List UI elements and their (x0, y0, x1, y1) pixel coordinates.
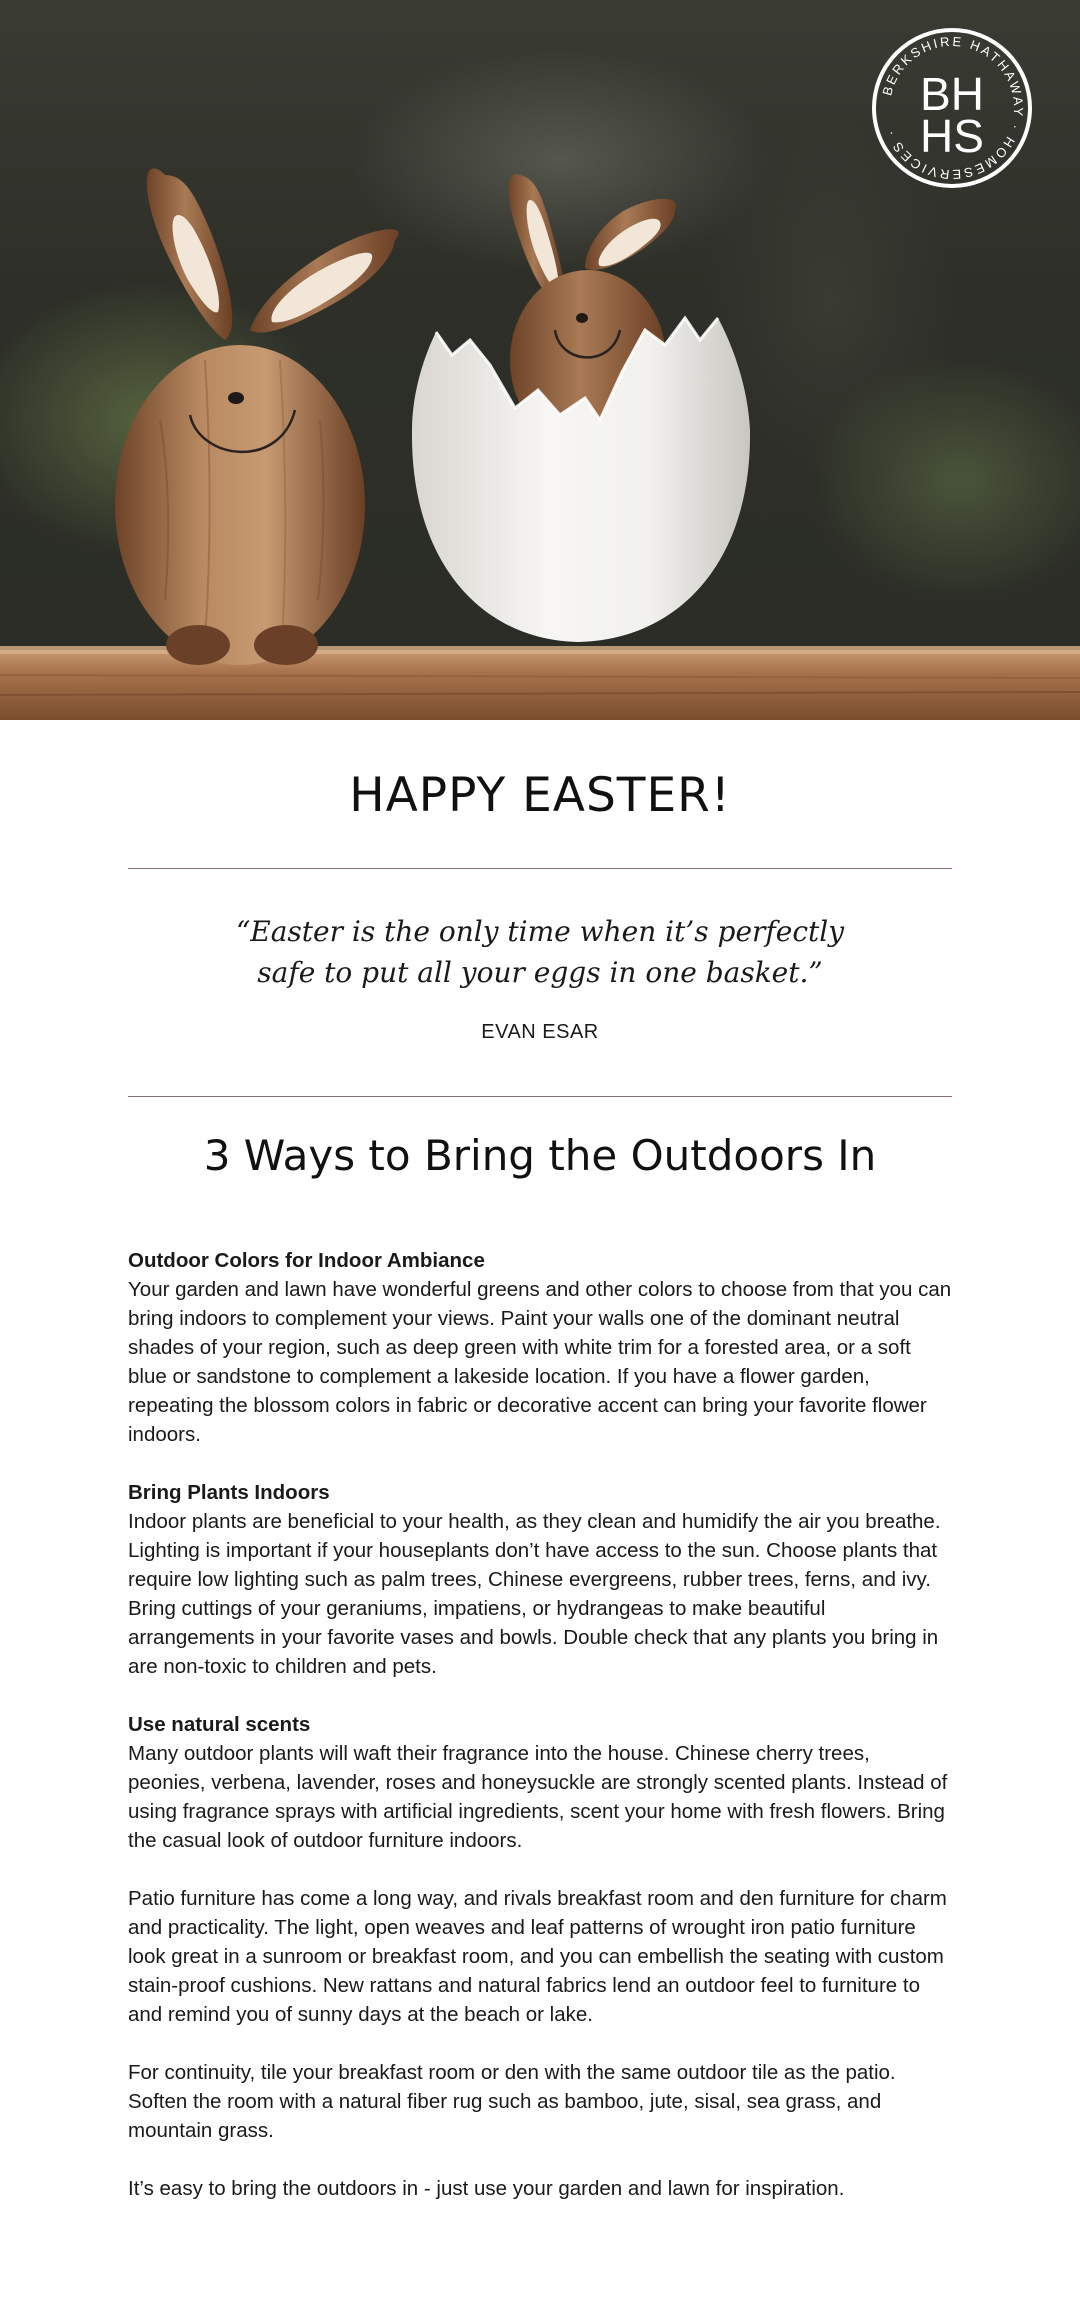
section-body: Many outdoor plants will waft their fragrance into the house. Chinese cherry trees, peonies, verbena, lavender, roses and honeysuckle are strongly scented plants. Instead of using fragrance sprays with artificial ingredients, scent your home with fresh flowers. Bring the casual look of outdoor furniture indoors. (128, 1741, 948, 1852)
wooden-shelf (0, 650, 1080, 720)
article-paragraph: It’s easy to bring the outdoors in - just use your garden and lawn for inspiration. (128, 2176, 845, 2200)
section-heading: Outdoor Colors for Indoor Ambiance (128, 1248, 485, 1272)
article-paragraph: For continuity, tile your breakfast room or den with the same outdoor tile as the patio. Soften the room with a natural fiber rug such as bamboo, jute, sisal, sea grass, and mountain grass. (128, 2060, 896, 2142)
article-title: 3 Ways to Bring the Outdoors In (203, 1131, 877, 1181)
newsletter-content (128, 768, 952, 2203)
article-paragraph: Patio furniture has come a long way, and rivals breakfast room and den furniture for charm and practicality. The light, open weaves and leaf patterns of wrought iron patio furniture look great in a sunroom or breakfast room, and you can embellish the seating with custom stain-proof cushions. New rattans and natural fabrics lend an outdoor feel to furniture to and remind you of sunny days at the beach or lake. (128, 1886, 947, 2026)
divider-bottom (128, 1096, 952, 1097)
article-section (128, 1478, 952, 1681)
section-heading: Bring Plants Indoors (128, 1480, 330, 1504)
logo-line1: BH (920, 68, 984, 120)
bhhs-logo (870, 26, 1034, 190)
left-bunny (115, 168, 399, 665)
section-body: Your garden and lawn have wonderful greens and other colors to choose from that you can bring indoors to complement your views. Paint your walls one of the dominant neutral shades of your region, such as deep green with white trim for a forested area, or a soft blue or sandstone to complement a lakeside location. If you have a flower garden, repeating the blossom colors in fabric or decorative accent can bring your favorite flower indoors. (128, 1277, 952, 1446)
hero-image (0, 0, 1080, 720)
quote-block (128, 869, 952, 1096)
page-title: HAPPY EASTER! (349, 768, 731, 823)
right-bunny-in-egg (412, 174, 750, 642)
article-section (128, 1246, 952, 1449)
quote-text: “Easter is the only time when it’s perfectly safe to put all your eggs in one basket.” (235, 915, 845, 990)
logo-line2: HS (920, 110, 984, 162)
article-body (128, 1246, 952, 2203)
article-section (128, 1710, 952, 1855)
logo-ring-text: BERKSHIRE HATHAWAY · HOMESERVICES · (879, 33, 1027, 183)
section-body: Indoor plants are beneficial to your health, as they clean and humidify the air you breathe. Lighting is important if your houseplants don’t have access to the sun. Choose plants that require low lighting such as palm trees, Chinese evergreens, rubber trees, ferns, and ivy. Bring cuttings of your geraniums, impatiens, or hydrangeas to make beautiful arrangements in your favorite vases and bowls. Double check that any plants you bring in are non-toxic to children and pets. (128, 1509, 941, 1678)
section-heading: Use natural scents (128, 1712, 311, 1736)
quote-author: EVAN ESAR (481, 1021, 599, 1044)
